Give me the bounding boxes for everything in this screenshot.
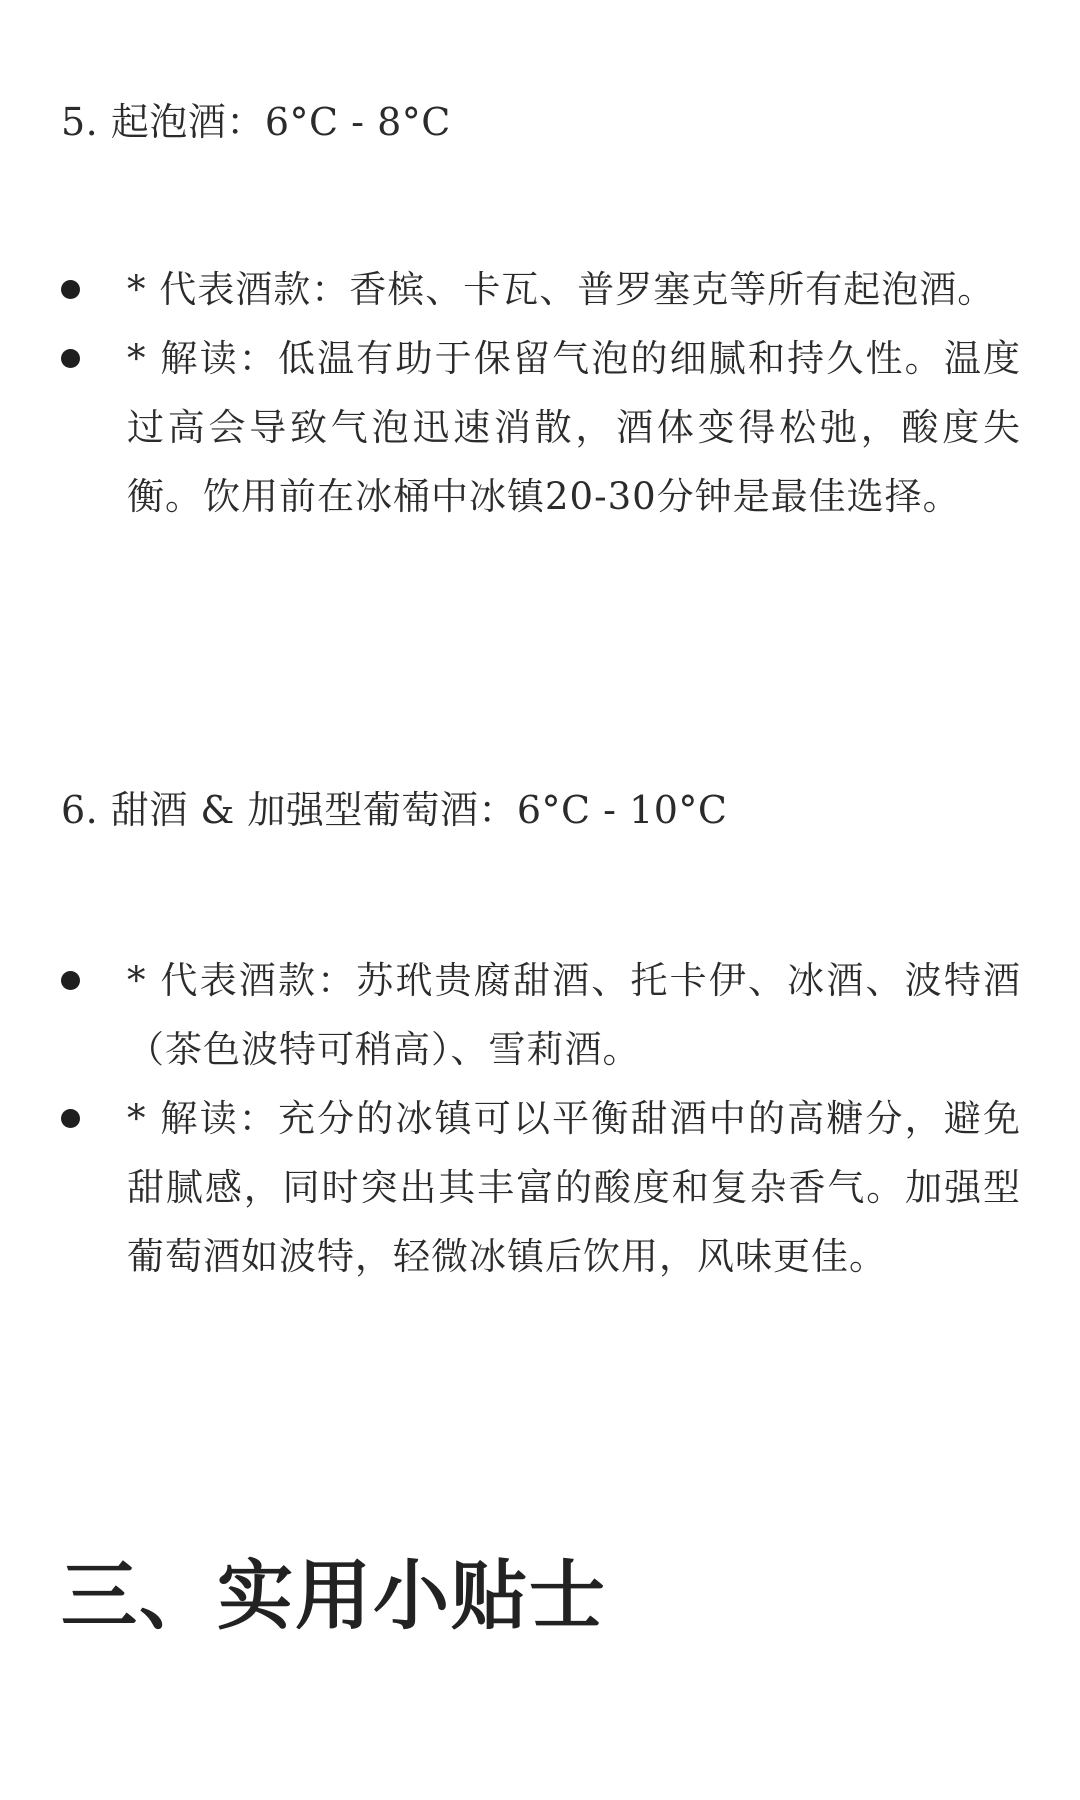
bullet-list-sparkling <box>61 255 1021 531</box>
bullet-dot <box>61 1109 80 1128</box>
list-item <box>61 1084 1021 1291</box>
bullet-dot <box>61 280 80 299</box>
list-item <box>61 946 1021 1084</box>
bullet-list-sweet <box>61 946 1021 1291</box>
bullet-text: * 代表酒款：香槟、卡瓦、普罗塞克等所有起泡酒。 <box>127 268 996 311</box>
bullet-text: * 解读：充分的冰镇可以平衡甜酒中的高糖分，避免甜腻感，同时突出其丰富的酸度和复杂香气。加强型葡萄酒如波特，轻微冰镇后饮用，风味更佳。 <box>127 1097 1021 1278</box>
bullet-text: * 解读：低温有助于保留气泡的细腻和持久性。温度过高会导致气泡迅速消散，酒体变得松弛，酸度失衡。饮用前在冰桶中冰镇20-30分钟是最佳选择。 <box>127 337 1021 518</box>
bullet-dot <box>61 349 80 368</box>
section-heading-sweet: 6. 甜酒 & 加强型葡萄酒：6°C - 10°C <box>61 788 728 832</box>
bullet-dot <box>61 971 80 990</box>
section-heading-sparkling: 5. 起泡酒：6°C - 8°C <box>61 100 451 144</box>
bullet-text: * 代表酒款：苏玳贵腐甜酒、托卡伊、冰酒、波特酒（茶色波特可稍高）、雪莉酒。 <box>127 959 1021 1071</box>
list-item <box>61 255 1021 324</box>
section-title-tips: 三、实用小贴士 <box>61 1551 607 1640</box>
list-item <box>61 324 1021 531</box>
